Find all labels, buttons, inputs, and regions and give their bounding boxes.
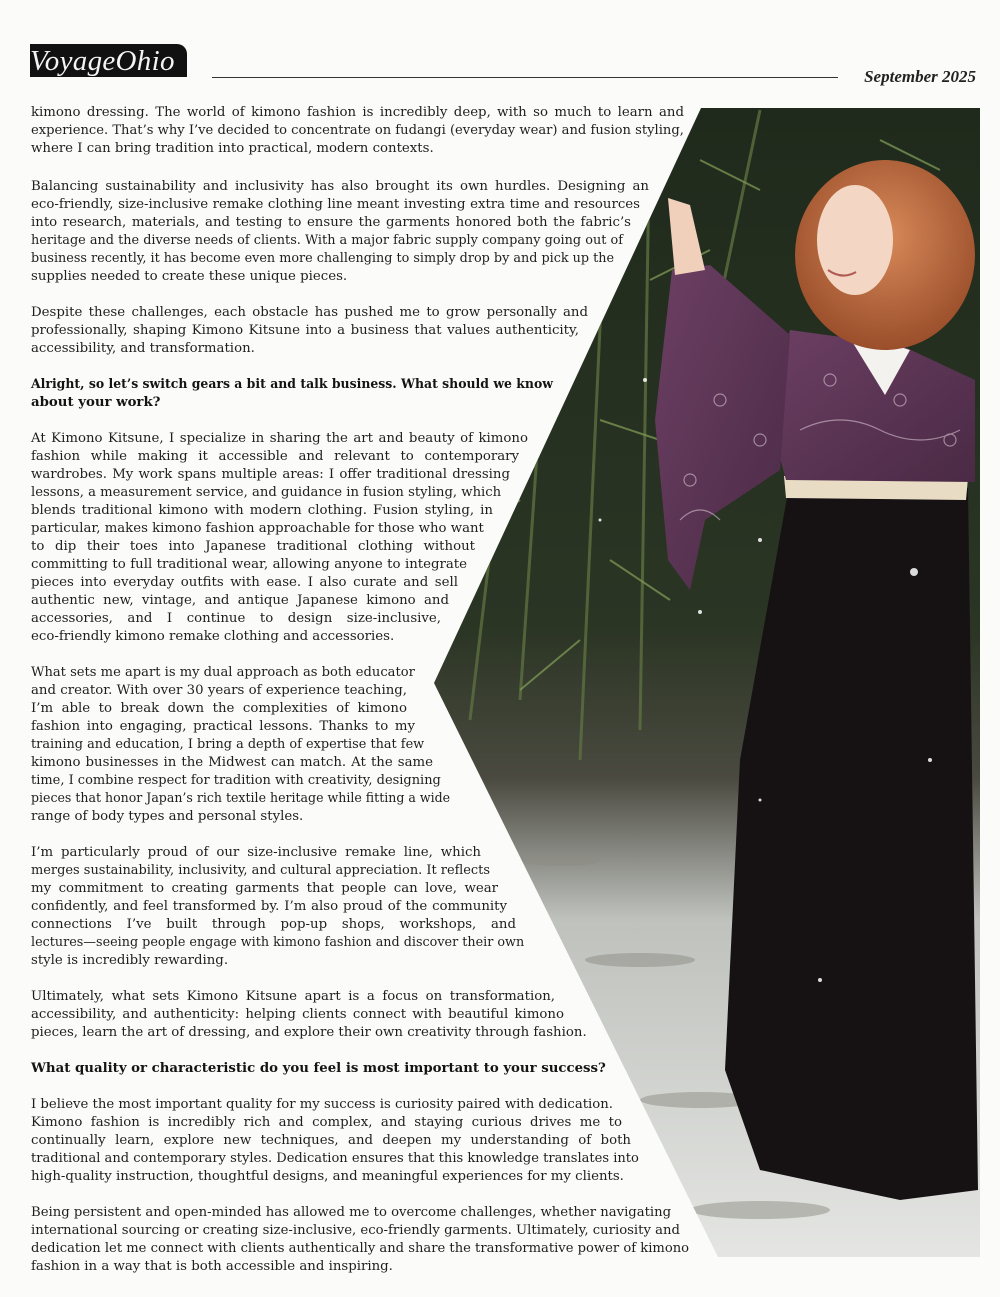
paragraph [31, 304, 588, 358]
text-line: pieces into everyday outfits with ease. I also curate and sell [31, 575, 458, 590]
text-line: professionally, shaping Kimono Kitsune into a business that values authenticity, [31, 323, 579, 338]
text-line: business recently, it has become even more challenging to simply drop by and pick up the [31, 251, 615, 266]
text-line: about your work? [31, 395, 161, 410]
paragraph [31, 664, 475, 826]
text-line: accessibility, and transformation. [31, 341, 255, 356]
header-divider [212, 77, 838, 78]
text-line: traditional and contemporary styles. Dedication ensures that this knowledge translates into [31, 1151, 639, 1166]
text-line: Kimono fashion is incredibly rich and complex, and staying curious drives me to [31, 1115, 622, 1130]
text-line: high-quality instruction, thoughtful designs, and meaningful experiences for my clients. [31, 1169, 624, 1184]
text-line: I believe the most important quality for my success is curiosity paired with dedication. [31, 1097, 613, 1112]
text-line: Being persistent and open-minded has allowed me to overcome challenges, whether navigating [31, 1205, 672, 1220]
text-line: training and education, I bring a depth of expertise that few [31, 737, 425, 752]
text-line: committing to full traditional wear, allowing anyone to integrate [31, 557, 467, 572]
text-line: into research, materials, and testing to ensure the garments honored both the fabric’s [31, 215, 631, 230]
text-line: What quality or characteristic do you feel is most important to your success? [31, 1061, 606, 1076]
text-line: and creator. With over 30 years of experience teaching, [31, 683, 407, 698]
interview-question [31, 1060, 606, 1078]
paragraph [31, 844, 545, 970]
text-line: fashion while making it accessible and relevant to contemporary [31, 449, 519, 464]
text-line: blends traditional kimono with modern clothing. Fusion styling, in [31, 503, 493, 518]
issue-date: September 2025 [864, 67, 976, 86]
text-line: I’m particularly proud of our size-inclusive remake line, which [31, 845, 481, 860]
text-line: lessons, a measurement service, and guidance in fusion styling, which [31, 485, 502, 500]
text-line: confidently, and feel transformed by. I’m also proud of the community [31, 899, 507, 914]
paragraph [31, 1096, 651, 1186]
text-line: Ultimately, what sets Kimono Kitsune apart is a focus on transformation, [31, 989, 555, 1004]
text-line: continually learn, explore new techniques, and deepen my understanding of both [31, 1133, 631, 1148]
text-line: pieces that honor Japan’s rich textile heritage while fitting a wide [31, 791, 451, 806]
text-line: kimono dressing. The world of kimono fashion is incredibly deep, with so much to learn and [31, 105, 684, 120]
text-line: lectures—seeing people engage with kimono fashion and discover their own [31, 935, 525, 950]
text-line: experience. That’s why I’ve decided to concentrate on fudangi (everyday wear) and fusion styling, [31, 123, 684, 138]
text-line: range of body types and personal styles. [31, 809, 304, 824]
text-line: authentic new, vintage, and antique Japanese kimono and [31, 593, 449, 608]
paragraph [31, 430, 528, 646]
text-line: heritage and the diverse needs of clients. With a major fabric supply company going out of [31, 233, 623, 248]
text-line: particular, makes kimono fashion approachable for those who want [31, 521, 484, 536]
paragraph [31, 104, 684, 158]
paragraph [31, 988, 587, 1042]
text-line: my commitment to creating garments that people can love, wear [31, 881, 498, 896]
text-line: What sets me apart is my dual approach as both educator [31, 665, 415, 680]
text-line: fashion into engaging, practical lessons. Thanks to my [31, 719, 415, 734]
text-line: At Kimono Kitsune, I specialize in sharing the art and beauty of kimono [31, 431, 528, 446]
text-line: supplies needed to create these unique pieces. [31, 269, 348, 284]
text-line: I’m able to break down the complexities of kimono [31, 701, 407, 716]
text-line: Despite these challenges, each obstacle has pushed me to grow personally and [31, 305, 588, 320]
text-line: pieces, learn the art of dressing, and explore their own creativity through fashion. [31, 1025, 587, 1040]
text-line: Alright, so let’s switch gears a bit and talk business. What should we know [31, 377, 553, 392]
text-line: accessibility, and authenticity: helping clients connect with beautiful kimono [31, 1007, 564, 1022]
text-line: kimono businesses in the Midwest can match. At the same [31, 755, 433, 770]
text-line: fashion in a way that is both accessible and inspiring. [31, 1259, 393, 1274]
text-line: connections I’ve built through pop-up shops, workshops, and [31, 917, 516, 932]
text-line: eco-friendly kimono remake clothing and accessories. [31, 629, 395, 644]
text-line: accessories, and I continue to design size-inclusive, [31, 611, 441, 626]
text-line: wardrobes. My work spans multiple areas: I offer traditional dressing [31, 467, 510, 482]
text-line: international sourcing or creating size-inclusive, eco-friendly garments. Ultimately, curiosity and [31, 1223, 680, 1238]
interview-question [31, 376, 589, 412]
text-line: time, I combine respect for tradition with creativity, designing [31, 773, 441, 788]
paragraph [31, 1204, 698, 1276]
text-line: eco-friendly, size-inclusive remake clothing line meant investing extra time and resources [31, 197, 640, 212]
text-line: dedication let me connect with clients authentically and share the transformative power of kimono [31, 1241, 690, 1256]
masthead-logo: VoyageOhio [30, 44, 187, 77]
paragraph [31, 178, 649, 286]
text-line: where I can bring tradition into practical, modern contexts. [31, 141, 434, 156]
text-line: to dip their toes into Japanese traditional clothing without [31, 539, 475, 554]
text-line: Balancing sustainability and inclusivity has also brought its own hurdles. Designing an [31, 179, 649, 194]
text-line: merges sustainability, inclusivity, and cultural appreciation. It reflects [31, 863, 491, 878]
text-line: style is incredibly rewarding. [31, 953, 229, 968]
